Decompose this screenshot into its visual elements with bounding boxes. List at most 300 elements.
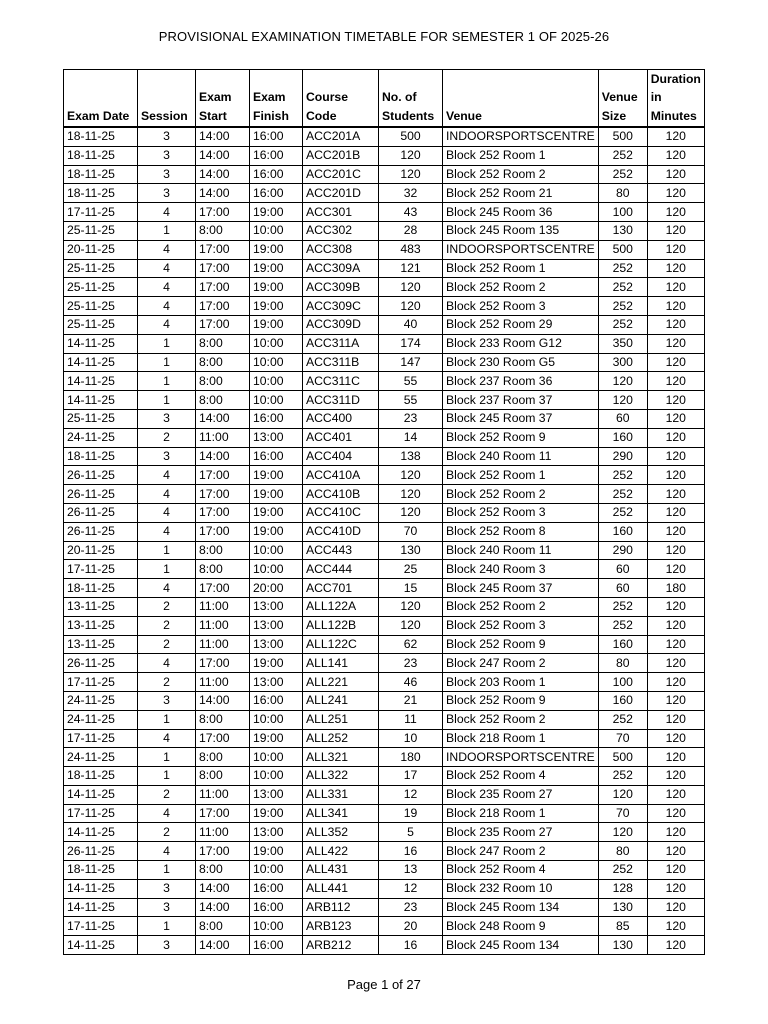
cell-course-code: ALL321 xyxy=(303,748,379,767)
cell-duration: 120 xyxy=(647,259,704,278)
cell-duration: 120 xyxy=(647,522,704,541)
cell-exam-finish: 16:00 xyxy=(250,409,303,428)
cell-session: 3 xyxy=(138,879,196,898)
cell-exam-finish: 16:00 xyxy=(250,127,303,146)
cell-course-code: ALL331 xyxy=(303,785,379,804)
cell-session: 1 xyxy=(138,541,196,560)
cell-exam-finish: 19:00 xyxy=(250,240,303,259)
cell-duration: 120 xyxy=(647,597,704,616)
cell-exam-date: 26-11-25 xyxy=(64,485,138,504)
cell-no-of-students: 138 xyxy=(379,447,443,466)
cell-duration: 120 xyxy=(647,898,704,917)
table-row xyxy=(64,654,705,673)
cell-venue-size: 80 xyxy=(598,184,647,203)
cell-session: 1 xyxy=(138,710,196,729)
cell-exam-finish: 19:00 xyxy=(250,203,303,222)
cell-exam-date: 25-11-25 xyxy=(64,315,138,334)
cell-venue-size: 130 xyxy=(598,221,647,240)
cell-exam-finish: 19:00 xyxy=(250,503,303,522)
cell-duration: 120 xyxy=(647,409,704,428)
table-row xyxy=(64,127,705,146)
table-row xyxy=(64,710,705,729)
cell-exam-start: 11:00 xyxy=(196,823,250,842)
cell-course-code: ACC311D xyxy=(303,391,379,410)
cell-session: 1 xyxy=(138,861,196,880)
cell-exam-date: 17-11-25 xyxy=(64,560,138,579)
cell-exam-finish: 10:00 xyxy=(250,767,303,786)
cell-venue: Block 252 Room 1 xyxy=(443,146,599,165)
cell-course-code: ALL141 xyxy=(303,654,379,673)
cell-no-of-students: 120 xyxy=(379,597,443,616)
cell-venue: Block 252 Room 1 xyxy=(443,466,599,485)
cell-venue: INDOORSPORTSCENTRE xyxy=(443,748,599,767)
cell-duration: 120 xyxy=(647,447,704,466)
cell-venue-size: 60 xyxy=(598,579,647,598)
cell-no-of-students: 147 xyxy=(379,353,443,372)
cell-session: 4 xyxy=(138,315,196,334)
cell-no-of-students: 483 xyxy=(379,240,443,259)
cell-exam-start: 17:00 xyxy=(196,466,250,485)
cell-venue: Block 252 Room 4 xyxy=(443,861,599,880)
cell-session: 3 xyxy=(138,936,196,955)
cell-course-code: ARB212 xyxy=(303,936,379,955)
cell-session: 2 xyxy=(138,785,196,804)
table-row xyxy=(64,579,705,598)
cell-duration: 120 xyxy=(647,673,704,692)
cell-no-of-students: 23 xyxy=(379,654,443,673)
cell-exam-finish: 13:00 xyxy=(250,597,303,616)
cell-venue: Block 245 Room 134 xyxy=(443,898,599,917)
cell-course-code: ACC311A xyxy=(303,334,379,353)
cell-venue: Block 235 Room 27 xyxy=(443,823,599,842)
table-row xyxy=(64,278,705,297)
cell-no-of-students: 40 xyxy=(379,315,443,334)
cell-no-of-students: 55 xyxy=(379,391,443,410)
table-header-row xyxy=(64,70,705,128)
cell-exam-date: 24-11-25 xyxy=(64,748,138,767)
cell-exam-start: 17:00 xyxy=(196,278,250,297)
cell-course-code: ACC404 xyxy=(303,447,379,466)
cell-session: 1 xyxy=(138,748,196,767)
cell-exam-start: 17:00 xyxy=(196,522,250,541)
cell-no-of-students: 120 xyxy=(379,165,443,184)
cell-exam-finish: 19:00 xyxy=(250,729,303,748)
cell-exam-start: 11:00 xyxy=(196,673,250,692)
cell-no-of-students: 62 xyxy=(379,635,443,654)
cell-exam-date: 18-11-25 xyxy=(64,579,138,598)
cell-venue: Block 252 Room 2 xyxy=(443,278,599,297)
cell-venue-size: 252 xyxy=(598,466,647,485)
cell-no-of-students: 28 xyxy=(379,221,443,240)
cell-exam-start: 8:00 xyxy=(196,917,250,936)
cell-session: 3 xyxy=(138,409,196,428)
cell-venue-size: 252 xyxy=(598,710,647,729)
cell-exam-start: 8:00 xyxy=(196,767,250,786)
cell-exam-start: 8:00 xyxy=(196,353,250,372)
table-row xyxy=(64,823,705,842)
table-row xyxy=(64,729,705,748)
cell-session: 4 xyxy=(138,485,196,504)
cell-no-of-students: 10 xyxy=(379,729,443,748)
cell-duration: 120 xyxy=(647,710,704,729)
table-row xyxy=(64,259,705,278)
cell-venue: Block 245 Room 135 xyxy=(443,221,599,240)
cell-no-of-students: 16 xyxy=(379,842,443,861)
cell-no-of-students: 11 xyxy=(379,710,443,729)
cell-exam-finish: 16:00 xyxy=(250,184,303,203)
cell-duration: 120 xyxy=(647,184,704,203)
cell-duration: 120 xyxy=(647,917,704,936)
cell-exam-finish: 10:00 xyxy=(250,560,303,579)
cell-course-code: ALL352 xyxy=(303,823,379,842)
cell-exam-start: 8:00 xyxy=(196,560,250,579)
cell-session: 4 xyxy=(138,297,196,316)
cell-course-code: ALL341 xyxy=(303,804,379,823)
cell-no-of-students: 120 xyxy=(379,146,443,165)
cell-venue-size: 60 xyxy=(598,409,647,428)
cell-course-code: ALL122C xyxy=(303,635,379,654)
table-row xyxy=(64,861,705,880)
cell-venue-size: 100 xyxy=(598,203,647,222)
cell-course-code: ACC444 xyxy=(303,560,379,579)
cell-course-code: ACC309C xyxy=(303,297,379,316)
cell-no-of-students: 13 xyxy=(379,861,443,880)
cell-duration: 120 xyxy=(647,485,704,504)
cell-course-code: ALL221 xyxy=(303,673,379,692)
cell-exam-date: 18-11-25 xyxy=(64,767,138,786)
cell-venue-size: 70 xyxy=(598,804,647,823)
cell-session: 4 xyxy=(138,729,196,748)
cell-no-of-students: 500 xyxy=(379,127,443,146)
cell-duration: 120 xyxy=(647,297,704,316)
cell-venue-size: 252 xyxy=(598,315,647,334)
table-row xyxy=(64,165,705,184)
cell-exam-finish: 19:00 xyxy=(250,804,303,823)
cell-exam-finish: 19:00 xyxy=(250,522,303,541)
cell-venue-size: 290 xyxy=(598,541,647,560)
cell-duration: 120 xyxy=(647,541,704,560)
cell-session: 1 xyxy=(138,221,196,240)
cell-venue: Block 252 Room 2 xyxy=(443,710,599,729)
cell-venue-size: 252 xyxy=(598,297,647,316)
cell-venue-size: 160 xyxy=(598,691,647,710)
cell-venue: Block 230 Room G5 xyxy=(443,353,599,372)
cell-exam-start: 14:00 xyxy=(196,447,250,466)
cell-exam-start: 8:00 xyxy=(196,372,250,391)
cell-course-code: ALL251 xyxy=(303,710,379,729)
cell-session: 2 xyxy=(138,635,196,654)
cell-no-of-students: 5 xyxy=(379,823,443,842)
cell-exam-date: 26-11-25 xyxy=(64,466,138,485)
cell-exam-date: 14-11-25 xyxy=(64,936,138,955)
cell-exam-start: 17:00 xyxy=(196,485,250,504)
cell-exam-start: 17:00 xyxy=(196,503,250,522)
table-row xyxy=(64,522,705,541)
cell-duration: 120 xyxy=(647,748,704,767)
cell-venue-size: 120 xyxy=(598,391,647,410)
table-row xyxy=(64,635,705,654)
cell-venue: Block 218 Room 1 xyxy=(443,804,599,823)
cell-venue-size: 350 xyxy=(598,334,647,353)
table-row xyxy=(64,560,705,579)
cell-venue-size: 252 xyxy=(598,616,647,635)
cell-exam-finish: 19:00 xyxy=(250,654,303,673)
cell-exam-finish: 19:00 xyxy=(250,842,303,861)
table-row xyxy=(64,917,705,936)
cell-exam-date: 18-11-25 xyxy=(64,127,138,146)
cell-session: 1 xyxy=(138,334,196,353)
cell-venue-size: 70 xyxy=(598,729,647,748)
cell-exam-finish: 10:00 xyxy=(250,372,303,391)
header-exam-date: Exam Date xyxy=(64,70,138,128)
cell-session: 4 xyxy=(138,240,196,259)
cell-no-of-students: 120 xyxy=(379,485,443,504)
table-row xyxy=(64,842,705,861)
cell-exam-finish: 13:00 xyxy=(250,673,303,692)
cell-course-code: ACC302 xyxy=(303,221,379,240)
table-row xyxy=(64,879,705,898)
cell-course-code: ACC410A xyxy=(303,466,379,485)
cell-no-of-students: 15 xyxy=(379,579,443,598)
cell-exam-date: 13-11-25 xyxy=(64,616,138,635)
table-row xyxy=(64,428,705,447)
table-row xyxy=(64,485,705,504)
cell-exam-start: 17:00 xyxy=(196,259,250,278)
table-row xyxy=(64,503,705,522)
cell-exam-finish: 10:00 xyxy=(250,710,303,729)
cell-exam-date: 20-11-25 xyxy=(64,541,138,560)
cell-exam-start: 17:00 xyxy=(196,203,250,222)
cell-duration: 120 xyxy=(647,804,704,823)
cell-course-code: ALL431 xyxy=(303,861,379,880)
cell-venue-size: 252 xyxy=(598,767,647,786)
cell-venue: Block 245 Room 37 xyxy=(443,409,599,428)
cell-exam-date: 14-11-25 xyxy=(64,785,138,804)
cell-session: 4 xyxy=(138,278,196,297)
cell-venue-size: 80 xyxy=(598,842,647,861)
cell-exam-finish: 10:00 xyxy=(250,221,303,240)
cell-session: 2 xyxy=(138,823,196,842)
cell-exam-finish: 13:00 xyxy=(250,616,303,635)
cell-session: 4 xyxy=(138,842,196,861)
cell-venue: Block 252 Room 2 xyxy=(443,485,599,504)
cell-exam-date: 25-11-25 xyxy=(64,278,138,297)
cell-duration: 120 xyxy=(647,842,704,861)
table-row xyxy=(64,804,705,823)
cell-duration: 120 xyxy=(647,879,704,898)
table-body xyxy=(64,127,705,955)
cell-duration: 120 xyxy=(647,315,704,334)
cell-no-of-students: 12 xyxy=(379,879,443,898)
cell-session: 1 xyxy=(138,372,196,391)
cell-exam-date: 24-11-25 xyxy=(64,710,138,729)
cell-course-code: ACC410B xyxy=(303,485,379,504)
table-row xyxy=(64,936,705,955)
cell-exam-start: 14:00 xyxy=(196,936,250,955)
cell-exam-date: 14-11-25 xyxy=(64,879,138,898)
cell-duration: 120 xyxy=(647,278,704,297)
cell-venue-size: 252 xyxy=(598,503,647,522)
cell-no-of-students: 121 xyxy=(379,259,443,278)
cell-exam-finish: 10:00 xyxy=(250,748,303,767)
cell-duration: 120 xyxy=(647,353,704,372)
cell-session: 3 xyxy=(138,127,196,146)
cell-exam-date: 14-11-25 xyxy=(64,898,138,917)
cell-venue-size: 500 xyxy=(598,748,647,767)
cell-session: 3 xyxy=(138,447,196,466)
cell-exam-date: 24-11-25 xyxy=(64,428,138,447)
cell-exam-date: 18-11-25 xyxy=(64,165,138,184)
cell-venue-size: 120 xyxy=(598,823,647,842)
cell-exam-date: 17-11-25 xyxy=(64,203,138,222)
cell-exam-date: 25-11-25 xyxy=(64,409,138,428)
cell-venue: Block 237 Room 37 xyxy=(443,391,599,410)
cell-no-of-students: 120 xyxy=(379,297,443,316)
cell-duration: 120 xyxy=(647,221,704,240)
cell-course-code: ACC311C xyxy=(303,372,379,391)
cell-venue: INDOORSPORTSCENTRE xyxy=(443,127,599,146)
cell-venue-size: 252 xyxy=(598,259,647,278)
cell-venue-size: 60 xyxy=(598,560,647,579)
header-exam-finish: Exam Finish xyxy=(250,70,303,128)
cell-exam-finish: 10:00 xyxy=(250,541,303,560)
cell-course-code: ACC410D xyxy=(303,522,379,541)
cell-venue-size: 500 xyxy=(598,127,647,146)
cell-course-code: ACC443 xyxy=(303,541,379,560)
cell-venue-size: 252 xyxy=(598,485,647,504)
cell-session: 1 xyxy=(138,917,196,936)
cell-course-code: ACC309B xyxy=(303,278,379,297)
cell-venue: Block 252 Room 3 xyxy=(443,503,599,522)
cell-no-of-students: 46 xyxy=(379,673,443,692)
table-row xyxy=(64,240,705,259)
cell-course-code: ACC309D xyxy=(303,315,379,334)
cell-duration: 120 xyxy=(647,560,704,579)
page-number: Page 1 of 27 xyxy=(347,977,421,992)
table-row xyxy=(64,541,705,560)
cell-no-of-students: 12 xyxy=(379,785,443,804)
cell-exam-finish: 19:00 xyxy=(250,466,303,485)
cell-duration: 120 xyxy=(647,127,704,146)
cell-venue: Block 235 Room 27 xyxy=(443,785,599,804)
cell-no-of-students: 55 xyxy=(379,372,443,391)
cell-exam-finish: 10:00 xyxy=(250,391,303,410)
cell-course-code: ACC301 xyxy=(303,203,379,222)
table-row xyxy=(64,748,705,767)
table-row xyxy=(64,597,705,616)
cell-exam-start: 14:00 xyxy=(196,165,250,184)
table-row xyxy=(64,466,705,485)
table-row xyxy=(64,221,705,240)
cell-course-code: ACC308 xyxy=(303,240,379,259)
cell-session: 3 xyxy=(138,898,196,917)
cell-duration: 120 xyxy=(647,729,704,748)
cell-exam-start: 17:00 xyxy=(196,240,250,259)
cell-venue-size: 252 xyxy=(598,165,647,184)
cell-no-of-students: 25 xyxy=(379,560,443,579)
header-session: Session xyxy=(138,70,196,128)
cell-venue: INDOORSPORTSCENTRE xyxy=(443,240,599,259)
header-duration-minutes: Duration in Minutes xyxy=(647,70,704,128)
cell-no-of-students: 23 xyxy=(379,898,443,917)
cell-course-code: ACC201B xyxy=(303,146,379,165)
cell-exam-finish: 13:00 xyxy=(250,635,303,654)
cell-no-of-students: 120 xyxy=(379,278,443,297)
cell-course-code: ALL441 xyxy=(303,879,379,898)
cell-course-code: ACC311B xyxy=(303,353,379,372)
cell-venue-size: 85 xyxy=(598,917,647,936)
table-row xyxy=(64,203,705,222)
cell-venue-size: 252 xyxy=(598,861,647,880)
cell-venue: Block 247 Room 2 xyxy=(443,842,599,861)
cell-session: 4 xyxy=(138,522,196,541)
cell-venue: Block 247 Room 2 xyxy=(443,654,599,673)
cell-venue: Block 218 Room 1 xyxy=(443,729,599,748)
table-row xyxy=(64,447,705,466)
header-venue-size: Venue Size xyxy=(598,70,647,128)
header-exam-start: Exam Start xyxy=(196,70,250,128)
cell-exam-finish: 19:00 xyxy=(250,485,303,504)
cell-exam-start: 8:00 xyxy=(196,541,250,560)
cell-no-of-students: 70 xyxy=(379,522,443,541)
cell-duration: 120 xyxy=(647,334,704,353)
cell-exam-start: 14:00 xyxy=(196,184,250,203)
cell-session: 2 xyxy=(138,428,196,447)
table-row xyxy=(64,616,705,635)
cell-venue: Block 252 Room 3 xyxy=(443,297,599,316)
cell-venue: Block 240 Room 11 xyxy=(443,541,599,560)
cell-exam-start: 8:00 xyxy=(196,221,250,240)
cell-venue: Block 252 Room 1 xyxy=(443,259,599,278)
cell-exam-start: 17:00 xyxy=(196,729,250,748)
cell-exam-date: 18-11-25 xyxy=(64,861,138,880)
cell-session: 2 xyxy=(138,616,196,635)
table-row xyxy=(64,785,705,804)
cell-duration: 120 xyxy=(647,936,704,955)
table-row xyxy=(64,409,705,428)
cell-venue: Block 237 Room 36 xyxy=(443,372,599,391)
cell-exam-date: 26-11-25 xyxy=(64,842,138,861)
cell-exam-finish: 16:00 xyxy=(250,165,303,184)
exam-timetable xyxy=(63,69,705,955)
cell-course-code: ACC410C xyxy=(303,503,379,522)
cell-venue-size: 120 xyxy=(598,372,647,391)
cell-session: 2 xyxy=(138,597,196,616)
cell-exam-start: 14:00 xyxy=(196,127,250,146)
cell-exam-start: 8:00 xyxy=(196,861,250,880)
header-course-code: Course Code xyxy=(303,70,379,128)
cell-venue: Block 252 Room 2 xyxy=(443,165,599,184)
cell-duration: 120 xyxy=(647,785,704,804)
cell-exam-date: 24-11-25 xyxy=(64,691,138,710)
cell-venue: Block 252 Room 8 xyxy=(443,522,599,541)
cell-exam-start: 8:00 xyxy=(196,710,250,729)
cell-session: 3 xyxy=(138,165,196,184)
cell-session: 3 xyxy=(138,691,196,710)
cell-exam-start: 11:00 xyxy=(196,597,250,616)
cell-session: 4 xyxy=(138,203,196,222)
cell-course-code: ACC201C xyxy=(303,165,379,184)
cell-duration: 120 xyxy=(647,146,704,165)
cell-venue-size: 130 xyxy=(598,936,647,955)
cell-venue-size: 290 xyxy=(598,447,647,466)
cell-exam-finish: 10:00 xyxy=(250,334,303,353)
cell-course-code: ACC309A xyxy=(303,259,379,278)
cell-exam-date: 13-11-25 xyxy=(64,597,138,616)
cell-session: 1 xyxy=(138,391,196,410)
cell-duration: 120 xyxy=(647,466,704,485)
cell-course-code: ARB112 xyxy=(303,898,379,917)
